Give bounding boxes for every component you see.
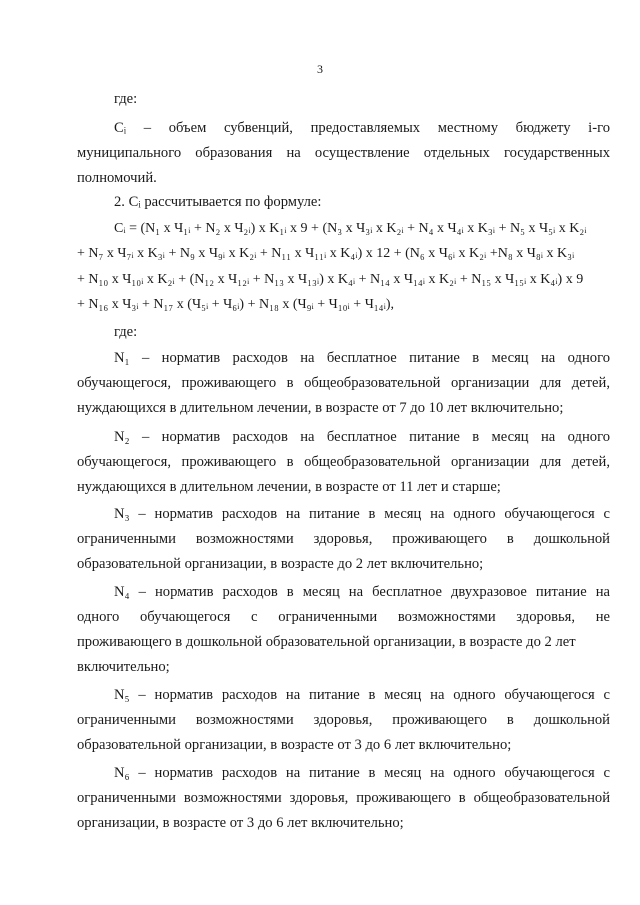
text-line: образовательной организации, в возрасте от 3 до 6 лет включительно; — [77, 737, 512, 753]
formula-line: + N₁₆ х Ч₃ᵢ + N₁₇ х (Ч₅ᵢ + Ч₆ᵢ) + N₁₈ х (Ч₉ᵢ + Ч₁₀ᵢ + Ч₁₄ᵢ), — [77, 297, 395, 312]
formula-line: Cᵢ = (N₁ х Ч₁ᵢ + N₂ х Ч₂ᵢ) х K₁ᵢ х 9 + (N₃ х Ч₃ᵢ х K₂ᵢ + N₄ х Ч₄ᵢ х K₃ᵢ + N₅ х Ч₅ᵢ х K₂ᵢ — [114, 221, 587, 236]
formula-line: + N₇ х Ч₇ᵢ х K₃ᵢ + N₉ х Ч₉ᵢ х K₂ᵢ + N₁₁ х Ч₁₁ᵢ х K₄ᵢ) х 12 + (N₆ х Ч₆ᵢ х K₂ᵢ +N₈ х Ч₈ᵢ х K₃ᵢ — [77, 246, 575, 261]
text-line: N₄ – норматив расходов в месяц на бесплатное двухразовое питание на — [114, 584, 610, 600]
text-line: организации, в возрасте от 3 до 6 лет включительно; — [77, 815, 404, 831]
page-number: 3 — [317, 62, 323, 76]
text-line: образовательной организации, в возрасте до 2 лет включительно; — [77, 556, 484, 572]
text-line: муниципального образования на осуществление отдельных государственных — [77, 145, 610, 161]
text-line: обучающегося, проживающего в общеобразовательной организации для детей, — [77, 375, 610, 391]
text-line: где: — [114, 324, 138, 340]
text-line: ограниченными возможностями здоровья, проживающего в дошкольной — [77, 712, 610, 728]
text-line: включительно; — [77, 659, 170, 675]
text-line: N₁ – норматив расходов на бесплатное питание в месяц на одного — [114, 350, 610, 366]
text-line: N₅ – норматив расходов на питание в месяц на одного обучающегося с — [114, 687, 610, 703]
text-line: проживающего в дошкольной образовательной организации, в возрасте до 2 лет — [77, 634, 576, 650]
text-line: ограниченными возможностями здоровья, проживающего в дошкольной — [77, 531, 610, 547]
text-line: Cᵢ – объем субвенций, предоставляемых местному бюджету i-го — [114, 120, 610, 136]
text-line: 2. Cᵢ рассчитывается по формуле: — [114, 194, 322, 210]
text-line: полномочий. — [77, 170, 157, 186]
formula-line: + N₁₀ х Ч₁₀ᵢ х K₂ᵢ + (N₁₂ х Ч₁₂ᵢ + N₁₃ х Ч₁₃ᵢ) х K₄ᵢ + N₁₄ х Ч₁₄ᵢ х K₂ᵢ + N₁₅ х Ч₁₅ᵢ х K₄ᵢ) х 9 — [77, 272, 584, 287]
text-line: нуждающихся в длительном лечении, в возрасте от 7 до 10 лет включительно; — [77, 400, 564, 416]
text-line: ограниченными возможностями здоровья, проживающего в общеобразовательной — [77, 790, 610, 806]
text-line: нуждающихся в длительном лечении, в возрасте от 11 лет и старше; — [77, 479, 501, 495]
text-line: обучающегося, проживающего в общеобразовательной организации для детей, — [77, 454, 610, 470]
text-line: где: — [114, 91, 138, 107]
text-line: N₂ – норматив расходов на бесплатное питание в месяц на одного — [114, 429, 610, 445]
text-line: N₆ – норматив расходов на питание в месяц на одного обучающегося с — [114, 765, 610, 781]
text-line: одного обучающегося с ограниченными возможностями здоровья, не — [77, 609, 610, 625]
text-line: N₃ – норматив расходов на питание в месяц на одного обучающегося с — [114, 506, 610, 522]
